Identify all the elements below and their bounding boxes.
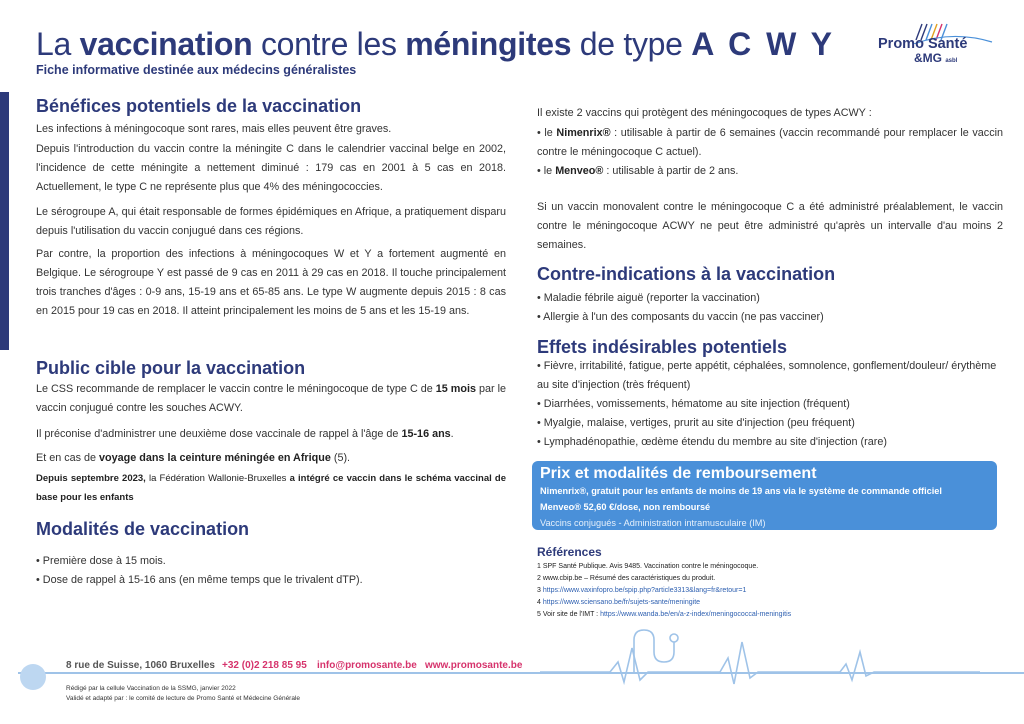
footer-phone[interactable]: +32 (0)2 218 85 95 (222, 660, 307, 671)
contre-heading: Contre-indications à la vaccination (537, 264, 836, 284)
reference-link[interactable]: https://www.sciensano.be/fr/sujets-sante/meningite (542, 599, 701, 606)
reference-link[interactable]: https://www.vaxinfopro.be/spip.php?article3313&lang=fr&retour=1 (542, 587, 747, 594)
prix-line: Vaccins conjugués - Administration intramusculaire (IM) (540, 518, 766, 528)
benefices-heading: Bénéfices potentiels de la vaccination (36, 96, 362, 116)
footer-address: 8 rue de Suisse, 1060 Bruxelles (66, 660, 215, 671)
logo-text: Promo Santé (878, 36, 968, 52)
footer-note: Validé et adapté par : le comité de lecture de Promo Santé et Médecine Générale (66, 695, 301, 702)
modalites-item: • Dose de rappel à 15-16 ans (en même temps que le trivalent dTP). (36, 574, 363, 586)
effets-item: • Diarrhées, vomissements, hématome au site injection (fréquent) (537, 398, 850, 410)
footer-circle (20, 664, 46, 690)
heartbeat-stethoscope-icon (540, 628, 1024, 688)
prix-box (532, 461, 997, 530)
vaccin-nimenrix: • le Nimenrix® : utilisable à partir de 6 semaines (vaccin recommandé pour remplacer le vaccin contre le méningocoque C actuel). (537, 127, 1003, 158)
vaccin-menveo: • le Menveo® : utilisable à partir de 2 ans. (537, 165, 739, 177)
effets-item: • Lymphadénopathie, œdème étendu du membre au site d'injection (rare) (537, 436, 887, 448)
modalites-item: • Première dose à 15 mois. (36, 555, 166, 567)
references-heading: Références (537, 545, 602, 559)
page-title: La vaccination contre les méningites de type A C W Y (36, 26, 835, 62)
contre-item: • Allergie à l'un des composants du vaccin (ne pas vacciner) (537, 311, 824, 323)
reference-item: 1 SPF Santé Publique. Avis 9485. Vaccination contre le méningocoque. (537, 563, 759, 570)
modalites-heading: Modalités de vaccination (36, 519, 250, 539)
public-heading: Public cible pour la vaccination (36, 358, 306, 378)
page-subtitle: Fiche informative destinée aux médecins généralistes (36, 63, 357, 77)
vaccins-intro: Il existe 2 vaccins qui protègent des méningocoques de types ACWY : (537, 107, 872, 119)
prix-line: Menveo® 52,60 €/dose, non remboursé (540, 502, 711, 512)
prix-heading: Prix et modalités de remboursement (540, 465, 817, 482)
contre-item: • Maladie fébrile aiguë (reporter la vaccination) (537, 292, 760, 304)
reference-item: 4 https://www.sciensano.be/fr/sujets-sante/meningite (537, 599, 701, 606)
reference-item: 5 Voir site de l'IMT : https://www.wanda.be/en/a-z-index/meningococcal-meningitis (537, 611, 792, 618)
footer-email[interactable]: info@promosante.be (317, 660, 417, 671)
benefices-p1: Les infections à méningocoque sont rares, mais elles peuvent être graves. (36, 123, 392, 135)
effets-heading: Effets indésirables potentiels (537, 337, 788, 357)
prix-line: Nimenrix®, gratuit pour les enfants de moins de 19 ans via le système de commande officiel (540, 486, 942, 496)
public-p1: Le CSS recommande de remplacer le vaccin contre le méningocoque de type C de 15 mois par le vaccin conjugué contre les souches ACWY. (36, 383, 506, 414)
reference-item: 2 www.cbip.be – Résumé des caractéristiques du produit. (537, 575, 716, 582)
footer-note: Rédigé par la cellule Vaccination de la SSMG, janvier 2022 (66, 685, 236, 692)
promo-sante-logo (872, 22, 992, 78)
public-p2: Il préconise d'administrer une deuxième dose vaccinale de rappel à l'âge de 15-16 ans. (36, 428, 454, 440)
left-accent-bar (0, 92, 9, 350)
benefices-p3: Le sérogroupe A, qui était responsable de formes épidémiques en Afrique, a pratiquement disparu depuis l'utilisation du vaccin conjugué dans ces régions. (36, 206, 506, 237)
reference-link[interactable]: https://www.wanda.be/en/a-z-index/meningococcal-meningitis (600, 611, 792, 618)
effets-item: • Myalgie, malaise, vertiges, prurit au site d'injection (peu fréquent) (537, 417, 855, 429)
footer-divider (18, 672, 1024, 674)
benefices-p2: Depuis l'introduction du vaccin contre la méningite C dans le calendrier vaccinal belge en 2002, l'incidence de cette méningite a nettement diminué : 179 cas en 2001 à 5 cas en 2018. Actuellement, le type C ne représente plus que 4% des méningococcies. (36, 143, 506, 193)
vaccins-monovalent: Si un vaccin monovalent contre le méningocoque C a été administré préalablement, le vaccin contre le méningocoque ACWY ne peut être administré qu'après un intervalle d'au moins 2 semaines. (537, 201, 1003, 251)
footer-website[interactable]: www.promosante.be (425, 660, 523, 671)
reference-item: 3 https://www.vaxinfopro.be/spip.php?article3313&lang=fr&retour=1 (537, 587, 747, 594)
effets-item: • Fièvre, irritabilité, fatigue, perte appétit, céphalées, somnolence, gonflement/douleur/ érythème au site d'injection (très fréquent) (537, 360, 997, 391)
benefices-p4: Par contre, la proportion des infections à méningocoques W et Y a fortement augmenté en Belgique. Le sérogroupe Y est passé de 9 cas en 2011 à 29 cas en 2018. Il touche principalement trois tranches d'âges : 0-9 ans, 15-19 ans et 65-85 ans. Le type W augmente depuis 2015 : 8 cas en 2015 pour 19 cas en 2018. Il atteint principalement les moins de 5 ans et les 15-19 ans. (36, 248, 506, 317)
public-p3: Et en cas de voyage dans la ceinture méningée en Afrique (5). (36, 452, 351, 464)
logo-mg: &MG asbl (914, 51, 958, 65)
public-p4: Depuis septembre 2023, la Fédération Wallonie-Bruxelles a intégré ce vaccin dans le schéma vaccinal de base pour les enfants (36, 473, 507, 503)
